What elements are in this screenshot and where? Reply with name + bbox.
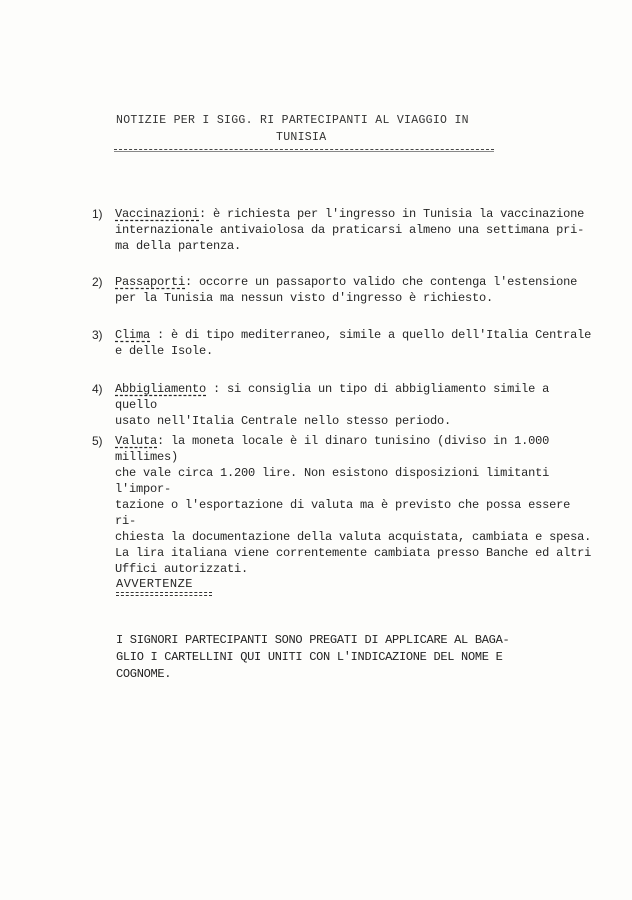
item-clima bbox=[92, 327, 592, 359]
title-line-1: NOTIZIE PER I SIGG. RI PARTECIPANTI AL VIAGGIO IN bbox=[116, 114, 469, 127]
warning-heading: AVVERTENZE bbox=[116, 577, 194, 591]
warning-underline-double bbox=[116, 595, 212, 596]
item-valuta bbox=[92, 433, 592, 577]
item-number: 5) bbox=[92, 434, 103, 448]
item-number: 3) bbox=[92, 328, 103, 342]
item-text: : la moneta locale è il dinaro tunisino (diviso in 1.000 millimes) che vale circa 1.200 lire. Non esistono disposizioni limitanti l'impor- tazione o l'esportazione di valuta ma è previsto che possa essere ri- chiesta la documentazione della valuta acquistata, cambiata e spesa. La lira italiana viene correntemente cambiata presso Banche ed altri Uffici autorizzati. bbox=[115, 434, 592, 576]
document-title bbox=[116, 112, 516, 146]
title-underline-solid bbox=[114, 151, 494, 152]
item-number: 1) bbox=[92, 207, 103, 221]
item-passaporti bbox=[92, 274, 592, 306]
item-keyword: Passaporti bbox=[115, 275, 186, 289]
item-text: : si consiglia un tipo di abbigliamento simile a quello usato nell'Italia Centrale nello stesso periodo. bbox=[115, 382, 550, 428]
item-vaccinazioni bbox=[92, 206, 592, 254]
item-keyword: Abbigliamento bbox=[115, 382, 207, 396]
item-number: 4) bbox=[92, 382, 103, 396]
warning-text: I SIGNORI PARTECIPANTI SONO PREGATI DI APPLICARE AL BAGA- GLIO I CARTELLINI QUI UNITI CON L'INDICAZIONE DEL NOME E COGNOME. bbox=[116, 633, 510, 681]
item-keyword: Valuta bbox=[115, 434, 158, 448]
item-text: : è di tipo mediterraneo, simile a quello dell'Italia Centrale e delle Isole. bbox=[115, 328, 592, 358]
title-line-2: TUNISIA bbox=[276, 131, 327, 144]
title-underline bbox=[114, 149, 494, 150]
item-keyword: Vaccinazioni bbox=[115, 207, 200, 221]
item-number: 2) bbox=[92, 275, 103, 289]
item-text: : è richiesta per l'ingresso in Tunisia la vaccinazione internazionale antivaiolosa da praticarsi almeno una settimana pri- ma della partenza. bbox=[115, 207, 585, 253]
item-keyword: Clima bbox=[115, 328, 151, 342]
item-abbigliamento bbox=[92, 381, 592, 429]
item-text: : occorre un passaporto valido che contenga l'estensione per la Tunisia ma nessun visto d'ingresso è richiesto. bbox=[115, 275, 578, 305]
warning-underline bbox=[116, 592, 212, 593]
